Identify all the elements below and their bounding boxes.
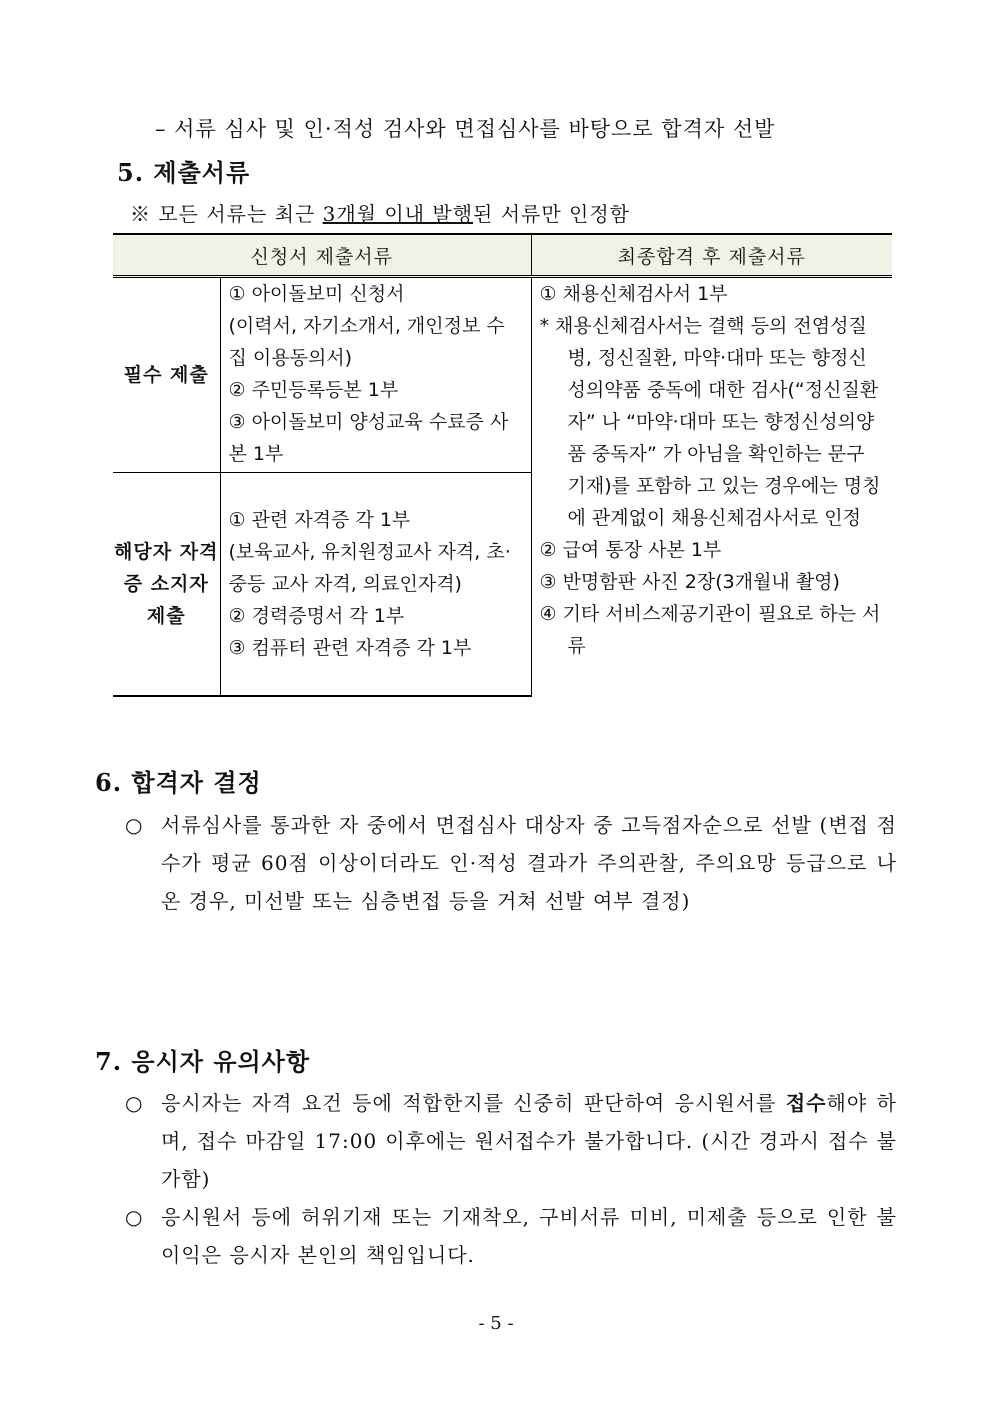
final-item: ② 급여 통장 사본 1부 (539, 539, 722, 561)
note-suffix: 된 서류만 인정함 (473, 202, 630, 226)
intro-line: – 서류 심사 및 인·적성 검사와 면접심사를 바탕으로 합격자 선발 (155, 117, 776, 141)
item1-bold: 접수 (785, 1091, 827, 1115)
final-item: ③ 반명함판 사진 2장(3개월내 촬영) (539, 571, 840, 593)
section5-note (130, 198, 630, 227)
section6-title: 6. 합격자 결정 (95, 768, 262, 797)
qualified-docs-cell (220, 473, 531, 697)
header-application-docs: 신청서 제출서류 (113, 234, 531, 277)
section7-item1 (161, 1084, 897, 1198)
qualified-item: ② 경력증명서 각 1부 (228, 605, 405, 627)
list-item (125, 1198, 897, 1274)
section6-body (125, 806, 897, 920)
required-item: ① 아이돌보미 신청서 (228, 283, 405, 305)
documents-table (113, 233, 892, 697)
section7-item2: 응시원서 등에 허위기재 또는 기재착오, 구비서류 미비, 미제출 등으로 인한 불이익은 응시자 본인의 책임입니다. (161, 1205, 897, 1267)
final-note: * 채용신체검사서는 결핵 등의 전염성질병, 정신질환, 마약·대마 또는 향정신성의약품 중독에 대한 검사(“정신질환자” 나 “마약·대마 또는 향정신성의양품 중독자” 가 아님을 확인하는 문구 기재)를 포함하 고 있는 경우에는 명칭에 관계없이 채용신체검사서로 인정 (539, 315, 881, 529)
row-label-required: 필수 제출 (113, 277, 220, 473)
list-item (125, 1084, 897, 1198)
final-item: ④ 기타 서비스제공기관이 필요로 하는 서류 (539, 603, 881, 657)
section7-body (125, 1084, 897, 1274)
required-item: ③ 아이돌보미 양성교육 수료증 사본 1부 (228, 411, 509, 465)
table-header-row (113, 234, 892, 277)
section5-title: 5. 제출서류 (117, 158, 251, 187)
qualified-item: ① 관련 자격증 각 1부 (228, 509, 411, 531)
final-item: ① 채용신체검사서 1부 (539, 283, 728, 305)
qualified-item: ③ 컴퓨터 관련 자격증 각 1부 (228, 637, 472, 659)
table-row (113, 277, 892, 473)
item1-pre: 응시자는 자격 요건 등에 적합한지를 신중히 판단하여 응시원서를 (161, 1091, 786, 1115)
required-item: (이력서, 자기소개서, 개인정보 수집 이용동의서) (228, 315, 505, 369)
section7-title: 7. 응시자 유의사항 (95, 1047, 311, 1076)
item1-post: 해야 하며, 접수 마감일 17:00 이후에는 원서접수가 불가합니다. (시간 경과시 접수 불가함) (161, 1091, 898, 1191)
section6-text: 서류심사를 통과한 자 중에서 면접심사 대상자 중 고득점자순으로 선발 (변접 점수가 평균 60점 이상이더라도 인·적성 결과가 주의관찰, 주의요망 등급으로 나온 경우, 미선발 또는 심층변접 등을 거쳐 선발 여부 결정) (161, 813, 897, 913)
bullet-icon: ○ (125, 1091, 144, 1115)
required-item: ② 주민등록등본 1부 (228, 379, 399, 401)
note-underlined: 3개월 이내 발행 (322, 202, 474, 226)
bullet-icon: ○ (125, 813, 144, 837)
qualified-item: (보육교사, 유치원정교사 자격, 초·중등 교사 자격, 의료인자격) (228, 541, 511, 595)
required-docs-cell (220, 277, 531, 473)
header-final-docs: 최종합격 후 제출서류 (531, 234, 892, 277)
note-prefix: ※ 모든 서류는 최근 (130, 202, 323, 226)
row-label-qualified: 해당자 자격증 소지자 제출 (113, 473, 220, 697)
page-number: - 5 - (478, 1313, 514, 1334)
bullet-icon: ○ (125, 1205, 144, 1229)
final-docs-cell (531, 277, 892, 697)
list-item (125, 806, 897, 920)
